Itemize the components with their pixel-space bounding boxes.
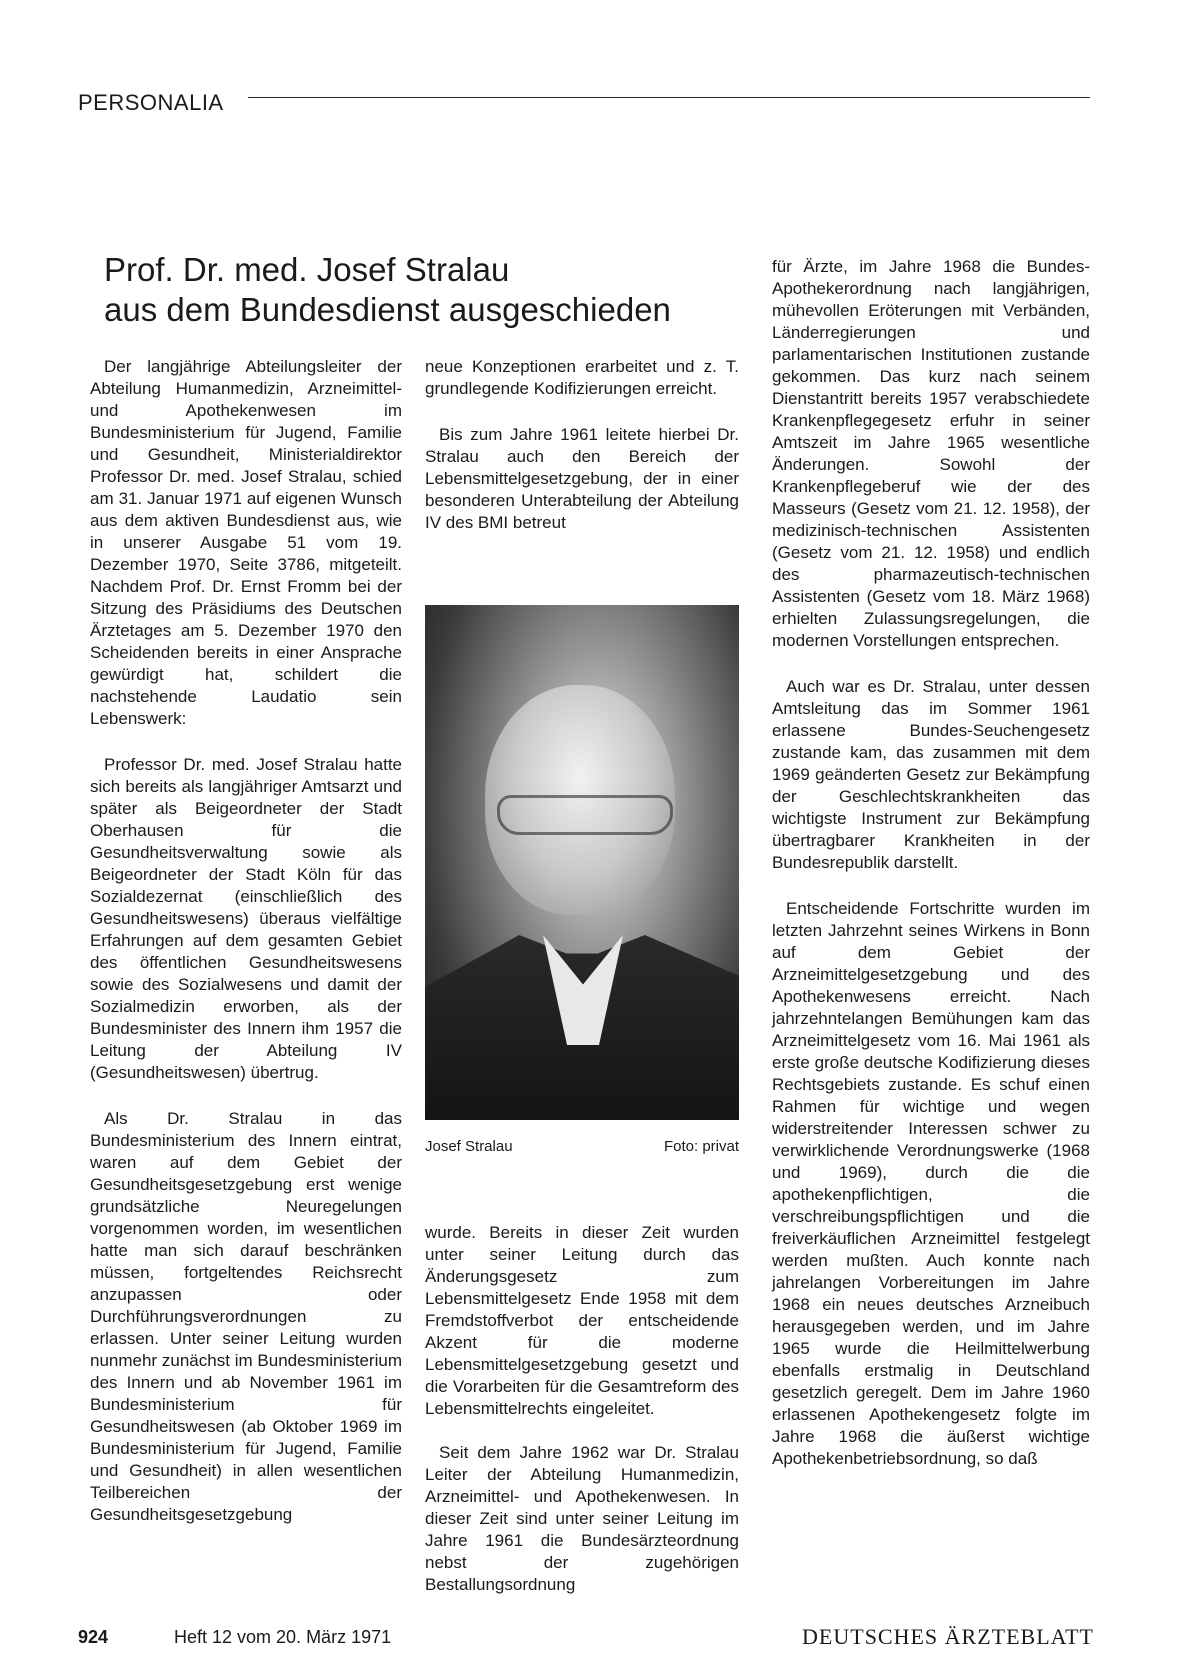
paragraph: Bis zum Jahre 1961 leitete hierbei Dr. Stralau auch den Bereich der Lebensmittelgesetzgebung, der in einer besonderen Unterabteilung der Abteilung IV des BMI betreut: [425, 425, 739, 532]
caption-name: Josef Stralau: [425, 1138, 513, 1155]
section-rule: [248, 97, 1090, 98]
footer-journal-name: DEUTSCHES ÄRZTEBLATT: [802, 1624, 1094, 1649]
paragraph: Professor Dr. med. Josef Stralau hatte sich bereits als langjähriger Amtsarzt und später als Beigeordneter der Stadt Oberhausen für die Gesundheitsverwaltung sowie als Beigeordneter der Stadt Köln für das Sozialdezernat (einschließlich des Gesundheitswesens) überaus vielfältige Erfahrungen auf dem gesamten Gebiet des öffentlichen Gesundheitswesens sowie des Sozialwesens und damit der Sozialmedizin erworben, als der Bundesminister des Innern ihm 1957 die Leitung der Abteilung IV (Gesundheitswesen) übertrug.: [90, 755, 402, 1082]
paragraph: Entscheidende Fortschritte wurden im letzten Jahrzehnt seines Wirkens in Bonn auf dem Gebiet der Arzneimittelgesetzgebung und des Apothekenwesens erreicht. Nach jahrzehntelangen Bemühungen kam das Arzneimittelgesetz vom 16. Mai 1961 als erste große deutsche Kodifizierung dieses Rechtsgebiets zustande. Es schuf einen Rahmen für wichtige und wegen widerstreitender Interessen schwer zu verwirklichende Verordnungswerke (1968 und 1969), durch die die apothekenpflichtigen, die verschreibungspflichtigen und die freiverkäuflichen Arzneimittel festgelegt werden mußten. Auch konnte nach jahrelangen Vorbereitungen im Jahre 1968 ein neues deutsches Arzneibuch herausgegeben werden, und im Jahre 1965 wurde die Heilmittelwerbung ebenfalls erstmalig in Deutschland gesetzlich geregelt. Dem im Jahre 1960 erlassenen Apothekengesetz folgte im Jahre 1968 die äußerst wichtige Apothekenbetriebsordnung, so daß: [772, 899, 1090, 1468]
paragraph: Seit dem Jahre 1962 war Dr. Stralau Leiter der Abteilung Humanmedizin, Arzneimittel- und Apothekenwesen. In dieser Zeit sind unter seiner Leitung im Jahre 1961 die Bundesärzteordnung nebst der zugehörigen Bestallungsordnung: [425, 1443, 739, 1594]
paragraph: Als Dr. Stralau in das Bundesministerium des Innern eintrat, waren auf dem Gebiet der Gesundheitsgesetzgebung erst wenige grundsätzliche Neuregelungen vorgenommen worden, im wesentlichen hatte man sich darauf beschränken müssen, fortgeltendes Reichsrecht anzupassen oder Durchführungsverordnungen zu erlassen. Unter seiner Leitung wurden nunmehr zunächst im Bundesministerium des Innern und ab November 1961 im Bundesministerium für Gesundheitswesen (ab Oktober 1969 im Bundesministerium für Jugend, Familie und Gesundheit) in allen wesentlichen Teilbereichen der Gesundheitsgesetzgebung: [90, 1109, 402, 1524]
portrait-photo: [425, 605, 739, 1120]
footer-page-number: 924: [78, 1627, 109, 1647]
column-3: [772, 256, 1090, 1470]
photo-glasses: [497, 795, 673, 835]
column-2-top: [425, 356, 739, 534]
title-line-1: Prof. Dr. med. Josef Stralau: [104, 251, 510, 288]
paragraph: für Ärzte, im Jahre 1968 die Bundes-Apothekerordnung nach langjährigen, mühevollen Eröterungen mit Verbänden, Länderregierungen und parlamentarischen Institutionen zustande gekommen. Das kurz nach seinem Dienstantritt bereits 1957 verabschiedete Krankenpflegegesetz erfuhr in seiner Amtszeit im Jahre 1965 wesentliche Änderungen. Sowohl der Krankenpflegeberuf wie der des Masseurs (Gesetz vom 21. 12. 1958), der medizinisch-technischen Assistenten (Gesetz vom 21. 12. 1958) und endlich des pharmazeutisch-technischen Assistenten (Gesetz vom 18. März 1968) erhielten Zulassungsregelungen, die modernen Vorstellungen entsprechen.: [772, 257, 1090, 650]
title-line-2: aus dem Bundesdienst ausgeschieden: [104, 291, 671, 328]
footer-issue: Heft 12 vom 20. März 1971: [174, 1627, 392, 1647]
caption-credit: Foto: privat: [663, 1138, 739, 1155]
paragraph: Auch war es Dr. Stralau, unter dessen Amtsleitung das im Sommer 1961 erlassene Bundes-Seuchengesetz zustande kam, das zusammen mit dem 1969 geänderten Gesetz zur Bekämpfung der Geschlechtskrankheiten das wichtigste Instrument zur Bekämpfung übertragbarer Krankheiten in der Bundesrepublik darstellt.: [772, 677, 1090, 872]
column-1: [90, 356, 402, 1526]
photo-caption: [425, 1138, 739, 1155]
column-2-bottom: [425, 1222, 739, 1596]
paragraph: neue Konzeptionen erarbeitet und z. T. grundlegende Kodifizierungen erreicht.: [425, 357, 739, 398]
paragraph: wurde. Bereits in dieser Zeit wurden unter seiner Leitung durch das Änderungsgesetz zum Lebensmittelgesetz Ende 1958 mit dem Fremdstoffverbot der entscheidende Akzent für die moderne Lebensmittelgesetzgebung gesetzt und die Vorarbeiten für die Gesamtreform des Lebensmittelrechts eingeleitet.: [425, 1223, 739, 1418]
paragraph: Der langjährige Abteilungsleiter der Abteilung Humanmedizin, Arzneimittel- und Apothekenwesen im Bundesministerium für Jugend, Familie und Gesundheit, Ministerialdirektor Professor Dr. med. Josef Stralau, schied am 31. Januar 1971 auf eigenen Wunsch aus dem aktiven Bundesdienst aus, wie in unserer Ausgabe 51 vom 19. Dezember 1970, Seite 3786, mitgeteilt. Nachdem Prof. Dr. Ernst Fromm bei der Sitzung des Präsidiums des Deutschen Ärztetages am 5. Dezember 1970 den Scheidenden bereits in einer Ansprache gewürdigt hat, schildert die nachstehende Laudatio sein Lebenswerk:: [90, 357, 402, 728]
article-title: [104, 250, 744, 330]
section-header: PERSONALIA: [78, 90, 224, 115]
